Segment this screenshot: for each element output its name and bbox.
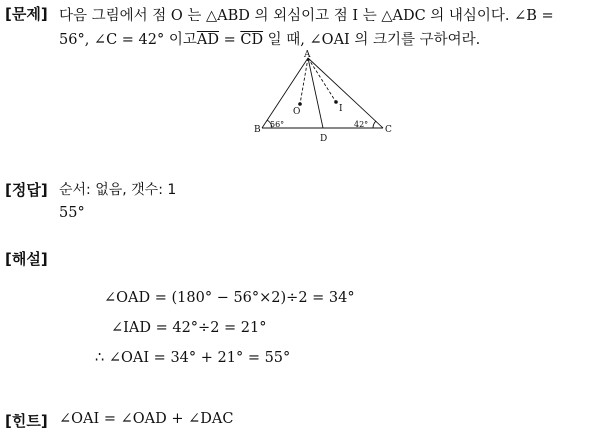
problem-line-2-start: 56°, ∠C = 42° 이고: [59, 32, 197, 48]
solution-eq-1: ∠OAD = (180° − 56°×2)÷2 = 34°: [104, 290, 355, 306]
hint-text: ∠OAI = ∠OAD + ∠DAC: [59, 411, 234, 427]
answer-meta: 순서: 없음, 갯수: 1: [59, 182, 177, 198]
segment-ad-line: [308, 58, 323, 128]
answer-value: 55°: [59, 205, 85, 221]
label-i: I: [339, 104, 343, 114]
label-a: A: [304, 50, 311, 60]
angle-c-arc: [373, 121, 376, 128]
side-ab: [262, 58, 308, 128]
segment-cd: $\overline{CD}$: [240, 32, 264, 48]
problem-line-2-end: 일 때, ∠OAI 의 크기를 구하여라.: [263, 32, 481, 48]
label-o: O: [293, 107, 301, 117]
label-d: D: [320, 134, 328, 144]
point-o: [298, 102, 302, 106]
hint-label: [힌트]: [5, 412, 48, 430]
side-ac: [308, 58, 383, 128]
answer-label: [정답]: [5, 181, 48, 199]
problem-line-2: [59, 28, 480, 49]
angle-c-label: 42°: [354, 120, 369, 129]
problem-line-1: 다음 그림에서 점 O 는 △ABD 의 외심이고 점 I 는 △ADC 의 내심이다. ∠B =: [59, 8, 554, 24]
equals-sign: =: [218, 32, 241, 48]
solution-label: [해설]: [5, 250, 48, 268]
angle-b-label: 56°: [270, 120, 285, 129]
segment-ad: $\overline{AD}$: [196, 32, 219, 48]
triangle-figure: [250, 48, 400, 146]
label-c: C: [385, 125, 392, 135]
solution-eq-2: ∠IAD = 42°÷2 = 21°: [111, 320, 267, 336]
problem-label: [문제]: [5, 5, 48, 23]
solution-eq-3: ∴ ∠OAI = 34° + 21° = 55°: [95, 350, 291, 366]
label-b: B: [254, 125, 261, 135]
point-i: [334, 100, 338, 104]
